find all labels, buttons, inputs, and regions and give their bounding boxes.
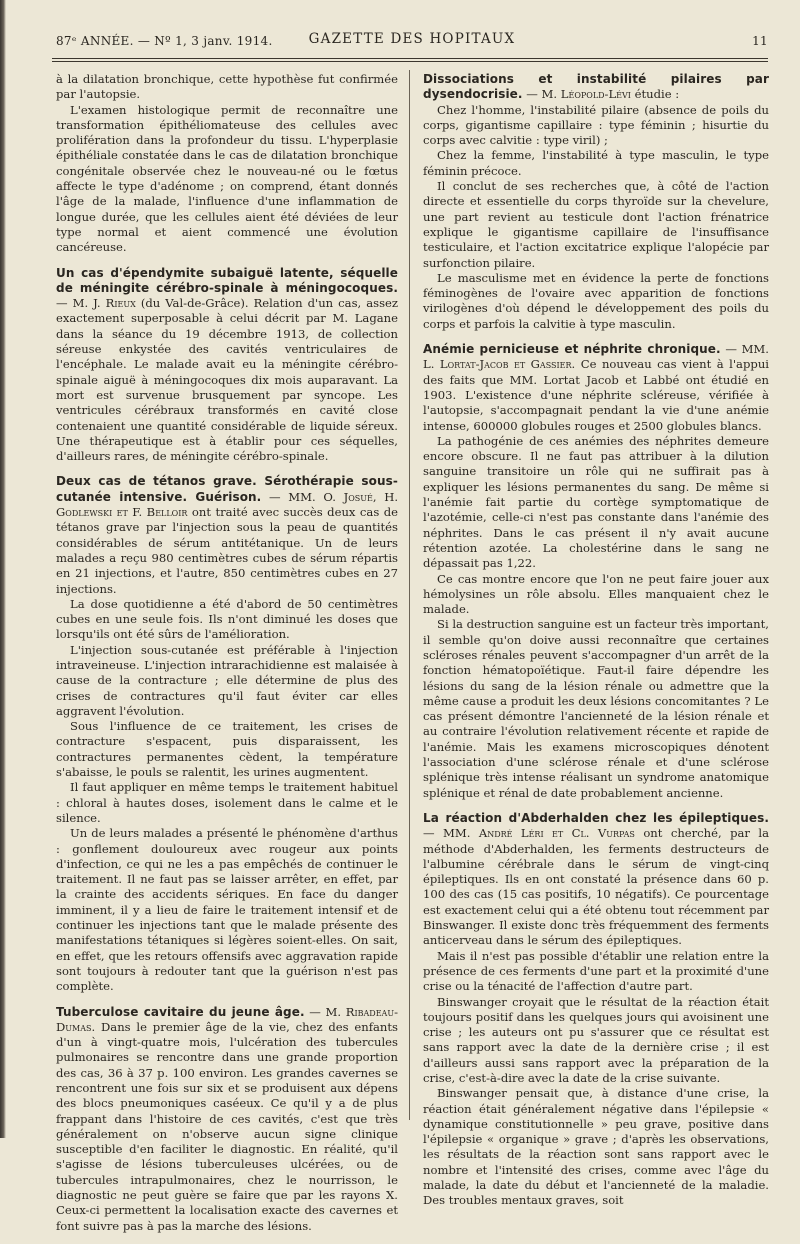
right-column <box>423 72 769 1219</box>
article-lead-text: (du Val-de-Grâce). Relation d'un cas, assez exactement superposable à celui décrit par M. Lagane dans la séance du 19 décembre 1913, de collection séreuse enkystée des cavités ventriculaires de l'encéphale. Le malade avait eu la méningite cérébro-spinale aiguë à méningocoques dix mois auparavant. La mort est survenue brusquement par syncope. Les ventricules cérébraux transformés en cavité close contenaient une quantité considérable de liquide séreux. Une thérapeutique est à établir pour ces séquelles, d'ailleurs rares, de méningite cérébro-spinale. <box>56 296 398 464</box>
article-tetanos <box>56 474 398 994</box>
left-column <box>56 72 398 1244</box>
article-authors: — MM. L. Lortat-Jacob et Gassier. <box>423 342 769 372</box>
body-paragraph: Si la destruction sanguine est un facteur très important, il semble qu'on doive aussi reconnaître que certaines scléroses rénales peuvent s'accompagner d'un arrêt de la fonction hématopoïétique. Faut-il faire dépendre les lésions du sang de la lésion rénale ou admettre que la même cause a produit les deux lésions concomitantes ? Le cas présent démontre l'ancienneté de la lésion rénale et au contraire l'évolution relativement récente et rapide de l'anémie. Mais les examens microscopiques dénotent l'association d'une sclérose rénale et d'une sclérose splénique très intense réalisant un syndrome anatomique splénique et rénal de date probablement ancienne. <box>423 617 769 800</box>
article-title: La réaction d'Abderhalden chez les épileptiques. <box>423 810 769 825</box>
body-paragraph: Mais il n'est pas possible d'établir une relation entre la présence de ces ferments d'une part et la proximité d'une crise ou la ténacité de l'affection d'autre part. <box>423 948 769 994</box>
body-paragraph: Binswanger pensait que, à distance d'une crise, la réaction était généralement négative dans l'épilepsie « dynamique constitutionnelle » peu grave, positive dans l'épilepsie « organique » grave ; d'après les observations, les résultats de la réaction sont sans rapport avec le nombre et l'intensité des crises, comme avec l'âge du malade, la date du début et l'ancienneté de la maladie. Des troubles mentaux graves, soit <box>423 1086 769 1208</box>
article-anemie-pernicieuse <box>423 342 769 801</box>
body-paragraph: Il conclut de ses recherches que, à côté de l'action directe et essentielle du corps thyroïde sur la chevelure, une part revient au testicule dont l'action frénatrice explique le gigantisme capillaire de l'insuffisance testiculaire, et l'action excitatrice explique l'alopécie par surfonction pilaire. <box>423 179 769 270</box>
body-paragraph: Sous l'influence de ce traitement, les crises de contracture s'espacent, puis disparaissent, les contractures permanentes cèdent, la température s'abaisse, le pouls se ralentit, les urines augmentent. <box>56 719 398 780</box>
body-paragraph: Il faut appliquer en même temps le traitement habituel : chloral à hautes doses, isolement dans le calme et le silence. <box>56 780 398 825</box>
article-lead-text: Dans le premier âge de la vie, chez des enfants d'un à vingt-quatre mois, l'ulcération des tubercules pulmonaires se rencontre dans une grande proportion des cas, 36 à 37 p. 100 environ. Les grandes cavernes se rencontrent une fois sur six et se produisent aux dépens des blocs pneumoniques caséeux. Ce qu'il y a de plus frappant dans l'histoire de ces cavités, c'est que très généralement on n'observe aucun signe clinique susceptible d'en faciliter le diagnostic. En réalité, qu'il s'agisse de lésions tuberculeuses ulcérées, ou de tubercules intrapulmonaires, chez le nourrisson, le diagnostic ne peut guère se faire que par les rayons X. Ceux-ci permettent la localisation exacte des cavernes et font suivre pas à pas la marche des lésions. <box>56 1019 399 1233</box>
article-abderhalden <box>423 811 769 1209</box>
article-title: Tuberculose cavitaire du jeune âge. <box>56 1004 305 1019</box>
article-authors: — M. Léopold-Lévi <box>526 87 631 102</box>
article-authors: — M. Ribadeau-Dumas. <box>56 1004 398 1034</box>
article-title: Dissociations et instabilité pilaires par dysendocrisie. <box>423 72 769 102</box>
issue-line: 87ᵉ ANNÉE. — Nº 1, 3 janv. 1914. <box>56 34 273 48</box>
article-lead-text: Ce nouveau cas vient à l'appui des faits que MM. Lortat Jacob et Labbé ont étudié en 1903. L'existence d'une néphrite scléreuse, vérifiée à l'autopsie, s'accompagnait pendant la vie d'une anémie intense, 600000 globules rouges et 2500 globules blancs. <box>423 357 769 433</box>
article-authors: — MM. André Léri et Cl. Vurpas <box>423 826 635 841</box>
body-paragraph: La pathogénie de ces anémies des néphrites demeure encore obscure. Il ne faut pas attribuer à la dilution sanguine transitoire un rôle qui ne suffirait pas à expliquer les lésions permanentes du sang. De même si l'anémie fait partie du cortège symptomatique de l'azotémie, celle-ci n'est pas constante dans l'anémie des néphrites. Dans le cas présent il n'y avait aucune rétention azotée. La cholestérine dans le sang ne dépassait pas 1,22. <box>423 433 769 571</box>
journal-title: GAZETTE DES HOPITAUX <box>308 31 516 47</box>
body-paragraph: Un de leurs malades a présenté le phénomène d'arthus : gonflement douloureux avec rougeur aux points d'infection, ce qui ne les a pas empêchés de continuer le traitement. Il ne faut pas se laisser arrêter, en effet, par la crainte des accidents sériques. En face du danger imminent, il y a lieu de faire le traitement intensif et de continuer les injections tant que le malade présente des manifestations tétaniques si légères soient-elles. On sait, en effet, que les retours offensifs avec aggravation rapide sont toujours à redouter tant que la guérison n'est pas complète. <box>56 826 398 994</box>
article-lead-text: ont traité avec succès deux cas de tétanos grave par l'injection sous la peau de quantités considérables de sérum antitétanique. Un de leurs malades a reçu 980 centimètres cubes de sérum répartis en 21 injections, et l'autre, 850 centimètres cubes en 27 injections. <box>56 505 399 596</box>
body-paragraph: L'injection sous-cutanée est préférable à l'injection intraveineuse. L'injection intrarachidienne est malaisée à cause de la contracture ; elle détermine de plus des crises de contractures qu'il faut éviter car elles aggravent l'évolution. <box>56 642 398 718</box>
body-paragraph: L'examen histologique permit de reconnaître une transformation épithéliomateuse des cellules avec prolifération dans la profondeur du tissu. L'hyperplasie épithéliale constatée dans le cas de dilatation bronchique congénitale observée chez le nouveau-né ou le fœtus affecte le type d'adénome ; on comprend, étant donnés l'âge de la malade, l'influence d'une inflammation de longue durée, que les cellules aient été déviées de leur type normal et aient commencé une évolution cancéreuse. <box>56 102 398 255</box>
article-title: Anémie pernicieuse et néphrite chronique. <box>423 342 721 357</box>
body-paragraph: Le masculisme met en évidence la perte de fonctions féminogènes de l'ovaire avec apparition de fonctions virilogènes d'où dépend le développement des poils du corps et parfois la calvitie à type masculin. <box>423 270 769 331</box>
article-tuberculose <box>56 1005 398 1234</box>
article-authors: — MM. O. Josué, H. Godlewski et F. Belloir <box>56 489 399 520</box>
article-dissociations-pilaires <box>423 72 769 332</box>
article-title: Deux cas de tétanos grave. Sérothérapie sous-cutanée intensive. Guérison. <box>56 474 398 504</box>
body-paragraph: Binswanger croyait que le résultat de la réaction était toujours positif dans les quelques jours qui avoisinent une crise ; les auteurs ont pu s'assurer que ce résultat est sans rapport avec la date de la dernière crise ; il est d'ailleurs aussi sans rapport avec la préparation de la crise, c'est-à-dire avec la date de la crise suivante. <box>423 994 769 1085</box>
article-authors: — M. J. Rieux <box>56 296 136 311</box>
body-paragraph: à la dilatation bronchique, cette hypothèse fut confirmée par l'autopsie. <box>56 72 398 102</box>
column-divider <box>409 70 410 1120</box>
article-title: Un cas d'épendymite subaiguë latente, séquelle de méningite cérébro-spinale à méningocoques. <box>56 265 398 295</box>
article-lead-text: ont cherché, par la méthode d'Abderhalden, les ferments destructeurs de l'albumine cérébrale dans le sérum de vingt-cinq épileptiques. Ils en ont constaté la présence dans 60 p. 100 des cas (15 cas positifs, 10 négatifs). Ce pourcentage est exactement celui qui a été obtenu tout récemment par Binswanger. Il existe donc très fréquemment des ferments anticerveau dans le sérum des épileptiques. <box>423 826 769 948</box>
page-number: 11 <box>752 34 768 48</box>
continued-article <box>56 72 398 256</box>
body-paragraph: Chez l'homme, l'instabilité pilaire (absence de poils du corps, gigantisme capillaire : type féminin ; hisurtie du corps avec calvitie : type viril) ; <box>423 102 769 148</box>
body-paragraph: La dose quotidienne a été d'abord de 50 centimètres cubes en une seule fois. Ils n'ont diminué les doses que lorsqu'ils ont été sûrs de l'amélioration. <box>56 596 398 642</box>
article-ependymite <box>56 266 398 465</box>
body-paragraph: Chez la femme, l'instabilité à type masculin, le type féminin précoce. <box>423 148 769 178</box>
header-rule <box>52 58 768 62</box>
page-binding-edge <box>0 0 6 1138</box>
article-lead-text: étudie : <box>634 87 680 102</box>
running-header <box>56 30 768 52</box>
body-paragraph: Ce cas montre encore que l'on ne peut faire jouer aux hémolysines un rôle absolu. Elles manquaient chez le malade. <box>423 571 769 617</box>
